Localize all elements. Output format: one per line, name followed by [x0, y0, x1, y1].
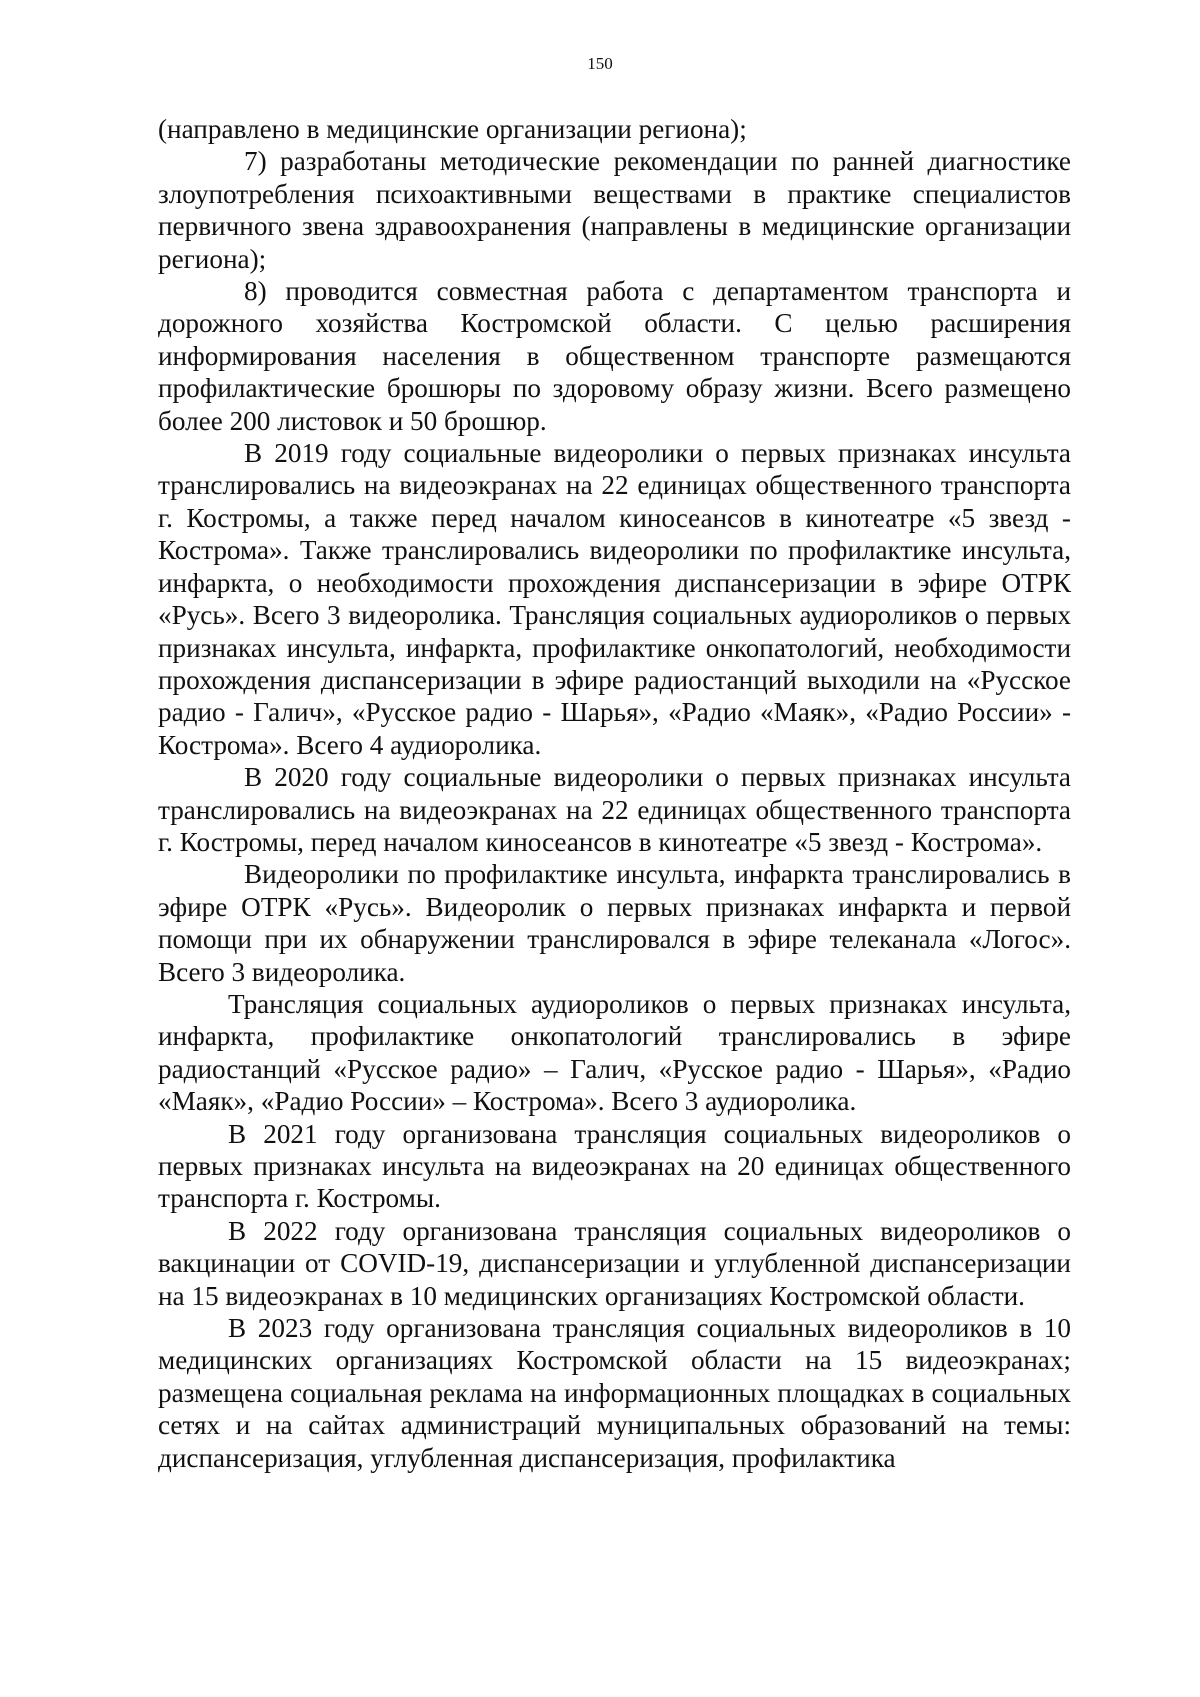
paragraph-item-7: 7) разработаны методические рекомендации по ранней диагностике злоупотребления психоактивными веществами в практике специалистов первичного звена здравоохранения (направлены в медицинские организации региона); [158, 146, 1071, 274]
paragraph-2023: В 2023 году организована трансляция социальных видеороликов в 10 медицинских организациях Костромской области на 15 видеоэкранах; размещена социальная реклама на информационных площадках в социальных сетях и на сайтах администраций муниципальных образований на темы: диспансеризация, углубленная диспансеризация, профилактика [158, 1313, 1071, 1473]
paragraph-2022: В 2022 году организована трансляция социальных видеороликов о вакцинации от COVID-19, диспансеризации и углубленной диспансеризации на 15 видеоэкранах в 10 медицинских организациях Костромской области. [158, 1215, 1071, 1311]
paragraph-2021: В 2021 году организована трансляция социальных видеороликов о первых признаках инсульта на видеоэкранах на 20 единицах общественного транспорта г. Костромы. [158, 1118, 1071, 1214]
document-body [158, 113, 1071, 1474]
page-number: 150 [587, 54, 613, 73]
paragraph-videos: Видеоролики по профилактике инсульта, инфаркта транслировались в эфире ОТРК «Русь». Видеоролик о первых признаках инфаркта и первой помощи при их обнаружении транслировался в эфире телеканала «Логос». Всего 3 видеоролика. [158, 859, 1071, 987]
paragraph-audio: Трансляция социальных аудиороликов о первых признаках инсульта, инфаркта, профилактике онкопатологий транслировались в эфире радиостанций «Русское радио» – Галич, «Русское радио - Шарья», «Радио «Маяк», «Радио России» – Кострома». Всего 3 аудиоролика. [158, 988, 1071, 1117]
paragraph-2020: В 2020 году социальные видеоролики о первых признаках инсульта транслировались на видеоэкранах на 22 единицах общественного транспорта г. Костромы, перед началом киносеансов в кинотеатре «5 звезд - Кострома». [158, 762, 1071, 857]
paragraph-2019: В 2019 году социальные видеоролики о первых признаках инсульта транслировались на видеоэкранах на 22 единицах общественного транспорта г. Костромы, а также перед началом киносеансов в кинотеатре «5 звезд - Кострома». Также транслировались видеоролики по профилактике инсульта, инфаркта, о необходимости прохождения диспансеризации в эфире ОТРК «Русь». Всего 3 видеоролика. Трансляция социальных аудиороликов о первых признаках инсульта, инфаркта, профилактике онкопатологий, необходимости прохождения диспансеризации в эфире радиостанций выходили на «Русское радио - Галич», «Русское радио - Шарья», «Радио «Маяк», «Радио России» - Кострома». Всего 4 аудиоролика. [158, 438, 1071, 760]
paragraph-continuation: (направлено в медицинские организации региона); [158, 114, 747, 144]
paragraph-item-8: 8) проводится совместная работа с департаментом транспорта и дорожного хозяйства Костромской области. С целью расширения информирования населения в общественном транспорте размещаются профилактические брошюры по здоровому образу жизни. Всего размещено более 200 листовок и 50 брошюр. [158, 276, 1071, 436]
